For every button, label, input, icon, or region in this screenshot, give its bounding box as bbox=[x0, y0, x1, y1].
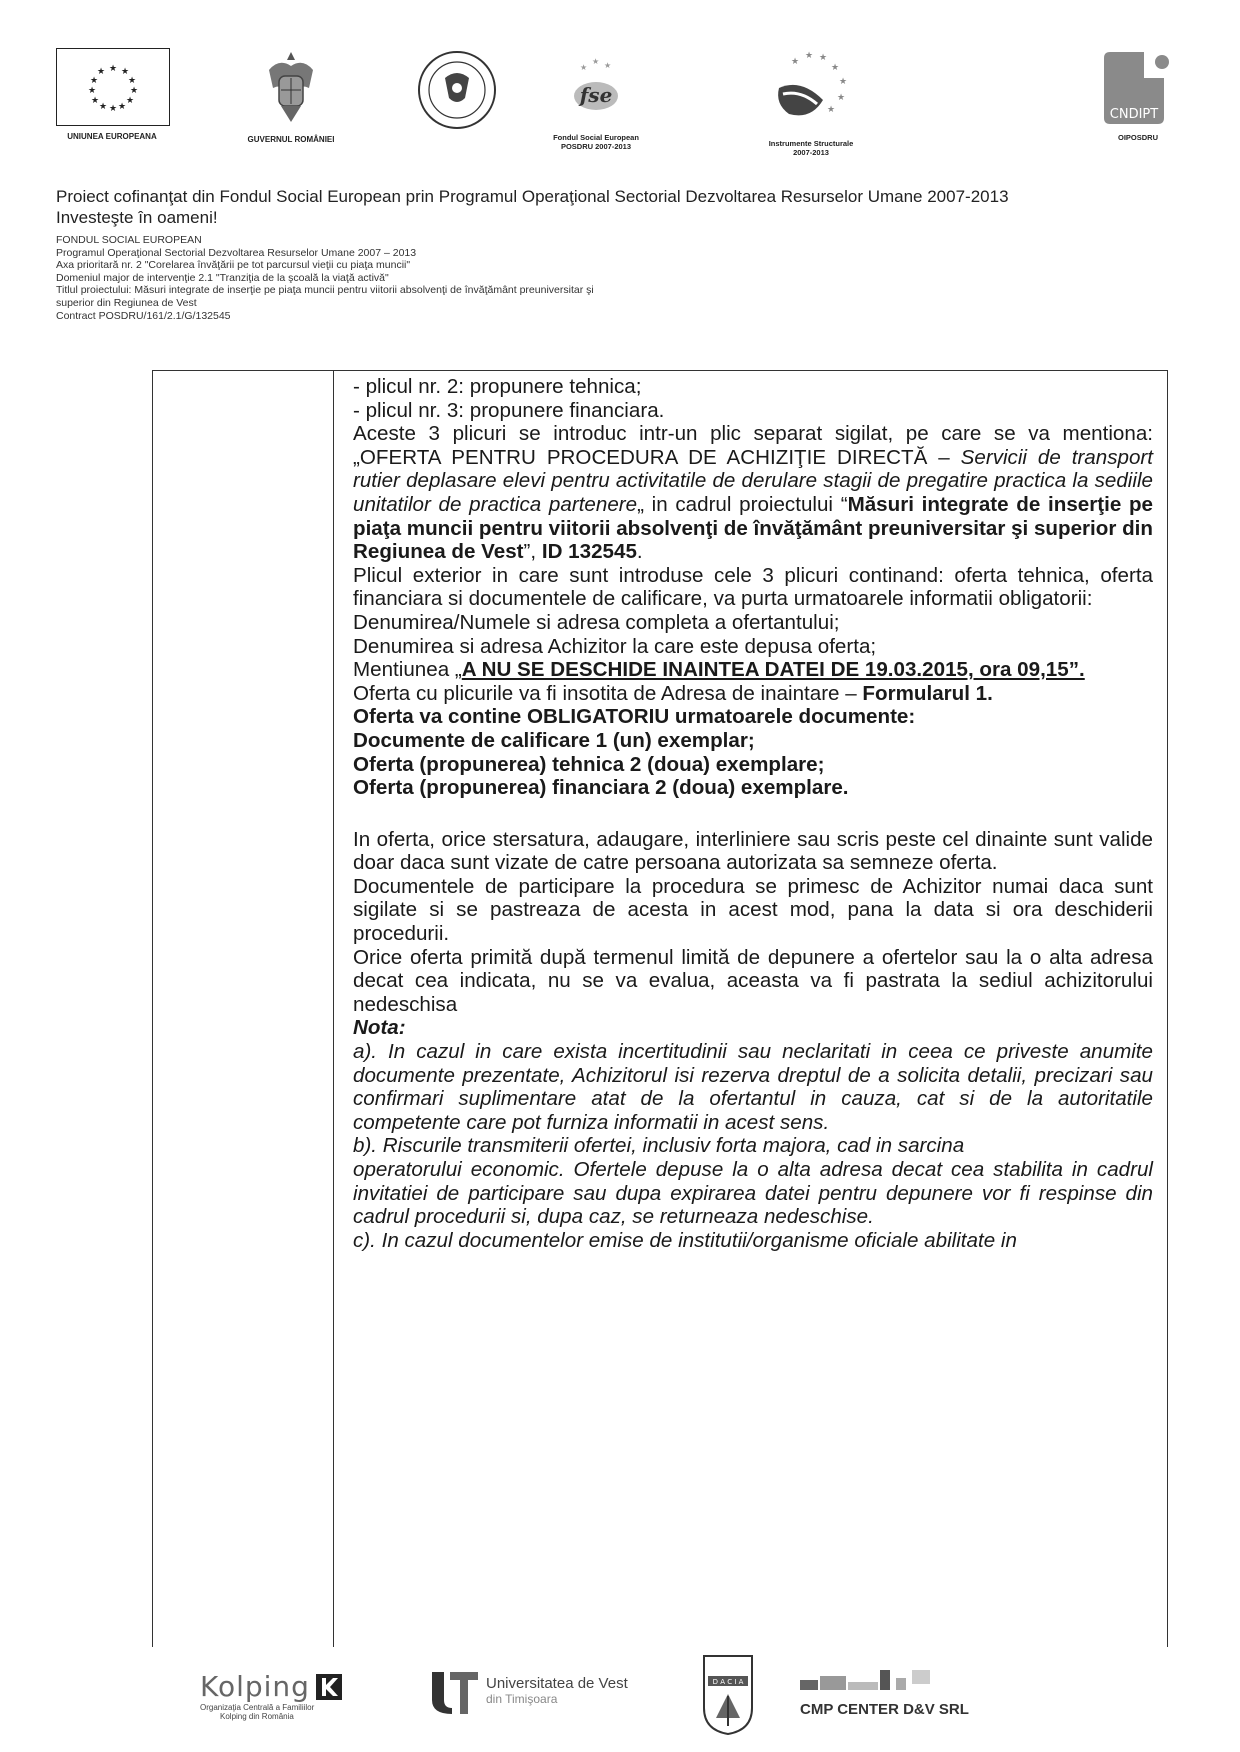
text-run: . bbox=[636, 540, 643, 564]
dacia-school-logo bbox=[700, 1652, 760, 1741]
cmp-name: CMP CENTER D&V SRL bbox=[800, 1701, 969, 1718]
text-run: „ in cadrul proiectului “ bbox=[637, 492, 848, 516]
svg-text:★: ★ bbox=[96, 67, 106, 77]
structural-instruments-logo bbox=[736, 48, 886, 157]
cndipt-logo-text: CNDIPT bbox=[1109, 107, 1159, 122]
project-details bbox=[56, 234, 594, 322]
svg-text:★: ★ bbox=[129, 86, 139, 96]
seal-logo bbox=[412, 48, 502, 137]
fse-caption: Fondul Social European bbox=[553, 133, 639, 142]
svg-text:★: ★ bbox=[108, 64, 118, 74]
project-detail-line: Axa prioritară nr. 2 "Corelarea învăţării pe tot parcursul vieţii cu piaţa muncii" bbox=[56, 259, 411, 272]
fse-logo-icon bbox=[556, 48, 636, 128]
envelope-3-line: - plicul nr. 3: propunere financiara. bbox=[353, 398, 665, 422]
svg-text:★: ★ bbox=[791, 56, 800, 66]
form-reference: Formularul 1. bbox=[862, 681, 993, 705]
kolping-subtitle-1: Organizaţia Centrală a Familiilor bbox=[200, 1703, 315, 1712]
uvt-line1: Universitatea de Vest bbox=[486, 1675, 628, 1692]
fse-logo bbox=[526, 48, 666, 151]
project-detail-line: Contract POSDRU/161/2.1/G/132545 bbox=[56, 309, 231, 322]
svg-text:★: ★ bbox=[805, 50, 814, 60]
sealed-docs-paragraph: Documentele de participare la procedura se primesc de Achizitor numai daca sunt sigilate si se pastreaza de acesta in acest mod, pana la data si ora deschiderii procedurii. bbox=[353, 874, 1153, 946]
text-run: Oferta cu plicurile va fi insotita de Adresa de inaintare – bbox=[353, 681, 863, 705]
svg-text:★: ★ bbox=[120, 67, 130, 77]
header-logos bbox=[56, 48, 1186, 168]
cndipt-logo bbox=[1090, 48, 1186, 142]
document-table bbox=[152, 370, 1168, 1647]
mandatory-docs-heading: Oferta va contine OBLIGATORIU urmatoarele documente: bbox=[353, 705, 916, 729]
dacia-crest-icon bbox=[700, 1652, 756, 1736]
svg-text:★: ★ bbox=[117, 102, 127, 112]
do-not-open-notice bbox=[353, 658, 1153, 682]
svg-text:★: ★ bbox=[127, 76, 137, 86]
project-detail-line: superior din Regiunea de Vest bbox=[56, 296, 197, 309]
envelope-2-line: - plicul nr. 2: propunere tehnica; bbox=[353, 375, 642, 398]
project-heading bbox=[56, 186, 1009, 228]
kolping-logo bbox=[200, 1670, 380, 1721]
eu-flag-icon bbox=[56, 48, 170, 126]
svg-text:★: ★ bbox=[604, 61, 612, 70]
dacia-crest-text: D A C I A bbox=[712, 1678, 744, 1686]
mandatory-doc-item: Documente de calificare 1 (un) exemplar; bbox=[353, 728, 755, 752]
kolping-subtitle-2: Kolping din România bbox=[220, 1712, 294, 1721]
project-detail-line: Titlul proiectului: Măsuri integrate de inserţie pe piaţa muncii pentru viitorii absolvenţi de învăţământ preuniversitar şi bbox=[56, 284, 594, 297]
column-divider bbox=[333, 371, 334, 1647]
spacer bbox=[353, 800, 1153, 828]
note-heading: Nota: bbox=[353, 1016, 406, 1040]
mandatory-doc-item: Oferta (propunerea) financiara 2 (doua) exemplare. bbox=[353, 776, 849, 800]
svg-text:★: ★ bbox=[580, 63, 588, 72]
cndipt-logo-icon bbox=[1100, 48, 1176, 128]
government-logo bbox=[226, 48, 356, 145]
romanian-coat-of-arms-icon bbox=[261, 48, 321, 128]
structural-caption2: 2007-2013 bbox=[793, 148, 829, 157]
project-detail-line: Programul Operaţional Sectorial Dezvoltarea Resurselor Umane 2007 – 2013 bbox=[56, 246, 417, 259]
opening-date-warning: A NU SE DESCHIDE INAINTEA DATEI DE 19.03.2015, ora 09,15”. bbox=[461, 658, 1085, 682]
text-run: Aceste 3 plicuri se introduc intr-un plic separat sigilat, pe care se va mentiona: „OFERTA PENTRU PROCEDURA DE ACHIZIŢIE DIRECTĂ – bbox=[353, 422, 1153, 469]
svg-text:★: ★ bbox=[90, 96, 100, 106]
svg-text:★: ★ bbox=[87, 86, 97, 96]
text-run: ”, bbox=[523, 540, 542, 564]
kolping-name: Kolping bbox=[200, 1670, 310, 1703]
fse-caption2: POSDRU 2007-2013 bbox=[560, 142, 632, 151]
footer-logos bbox=[200, 1652, 1020, 1742]
outer-envelope-paragraph: Plicul exterior in care sunt introduse cele 3 plicuri continand: oferta tehnica, oferta financiara si documentele de calificare, va purta urmatoarele informatii obligatorii: bbox=[353, 563, 1153, 611]
required-info-line: Denumirea/Numele si adresa completa a ofertantului; bbox=[353, 610, 840, 634]
svg-text:★: ★ bbox=[837, 92, 846, 102]
note-a: a). In cazul in care exista incertitudinii sau neclaritati in ceea ce priveste anumite documente prezentate, Achizitorul isi rezerva dreptul de a solicita detalii, precizari sau confirmari suplimentare atat de la ofertantul in cauza, cat si de la autoritatile competente care pot furniza informatii in acest sens. bbox=[353, 1040, 1153, 1134]
project-detail-line: FONDUL SOCIAL EUROPEAN bbox=[56, 234, 202, 246]
svg-text:★: ★ bbox=[839, 76, 848, 86]
kolping-k-icon bbox=[316, 1674, 342, 1700]
project-title: Măsuri integrate de inserţie pe piaţa muncii pentru viitorii absolvenţi de învăţământ preuniversitar şi superior din Regiunea de Vest bbox=[353, 492, 1153, 564]
cmp-logo bbox=[800, 1666, 1000, 1718]
note-b-first-line: b). Riscurile transmiterii ofertei, inclusiv forta majora, cad in sarcina bbox=[353, 1134, 965, 1158]
uvt-emblem-icon bbox=[430, 1666, 480, 1716]
cmp-blocks-icon bbox=[800, 1666, 950, 1692]
text-run: Mentiunea „ bbox=[353, 658, 462, 682]
project-line2: Investeşte în oameni! bbox=[56, 208, 218, 227]
svg-text:★: ★ bbox=[827, 104, 836, 114]
cndipt-caption: OIPOSDRU bbox=[1117, 133, 1158, 142]
svg-text:★: ★ bbox=[592, 57, 600, 66]
note-b: operatorului economic. Ofertele depuse la o alta adresa decat cea stabilita in cadrul invitatiei de participare sau dupa expirarea datei pentru depunere vor fi respinse din cadrul procedurii si, dupa caz, se returneaza nedeschise. bbox=[353, 1158, 1153, 1229]
project-detail-line: Domeniul major de intervenţie 2.1 "Tranziţia de la şcoală la viaţă activă" bbox=[56, 271, 389, 284]
government-caption: GUVERNUL ROMÂNIEI bbox=[247, 135, 335, 144]
svg-text:fse: fse bbox=[579, 83, 613, 107]
corrections-paragraph: In oferta, orice stersatura, adaugare, interliniere sau scris peste cel dinainte sunt valide doar daca sunt vizate de catre persoana autorizata sa semneze oferta. bbox=[353, 827, 1153, 875]
structural-instruments-icon bbox=[761, 48, 861, 134]
svg-text:★: ★ bbox=[831, 62, 840, 72]
eu-logo bbox=[56, 48, 186, 142]
table-content-cell bbox=[353, 375, 1153, 1252]
cover-letter-line bbox=[353, 682, 1153, 706]
project-line1: Proiect cofinanţat din Fondul Social European prin Programul Operaţional Sectorial Dezvoltarea Resurselor Umane 2007-2013 bbox=[56, 187, 1009, 206]
svg-text:★: ★ bbox=[819, 52, 828, 62]
note-c: c). In cazul documentelor emise de institutii/organisme oficiale abilitate in bbox=[353, 1228, 1017, 1252]
svg-text:★: ★ bbox=[89, 76, 99, 86]
structural-caption: Instrumente Structurale bbox=[768, 139, 854, 148]
required-info-line: Denumirea si adresa Achizitor la care este depusa oferta; bbox=[353, 634, 877, 658]
mandatory-doc-item: Oferta (propunerea) tehnica 2 (doua) exemplare; bbox=[353, 752, 825, 776]
uvt-line2: din Timişoara bbox=[486, 1692, 558, 1706]
late-offer-paragraph: Orice oferta primită după termenul limită de depunere a ofertelor sau la o alta adresa decat cea indicata, nu se va evalua, aceasta va fi pastrata la sediul achizitorului nedeschisa bbox=[353, 945, 1153, 1016]
eu-caption: UNIUNEA EUROPEANA bbox=[67, 132, 157, 141]
project-id: ID 132545 bbox=[541, 540, 637, 564]
envelope-instructions bbox=[353, 422, 1153, 564]
svg-text:★: ★ bbox=[98, 102, 108, 112]
romania-seal-icon bbox=[415, 48, 499, 132]
svg-text:★: ★ bbox=[108, 104, 118, 114]
service-description: Servicii de transport rutier deplasare elevi pentru activitatile de derulare stagii de pregatire practica la sediile unitatilor de practica partenere bbox=[353, 445, 1153, 516]
uvt-logo bbox=[430, 1666, 650, 1716]
svg-text:★: ★ bbox=[125, 96, 135, 106]
